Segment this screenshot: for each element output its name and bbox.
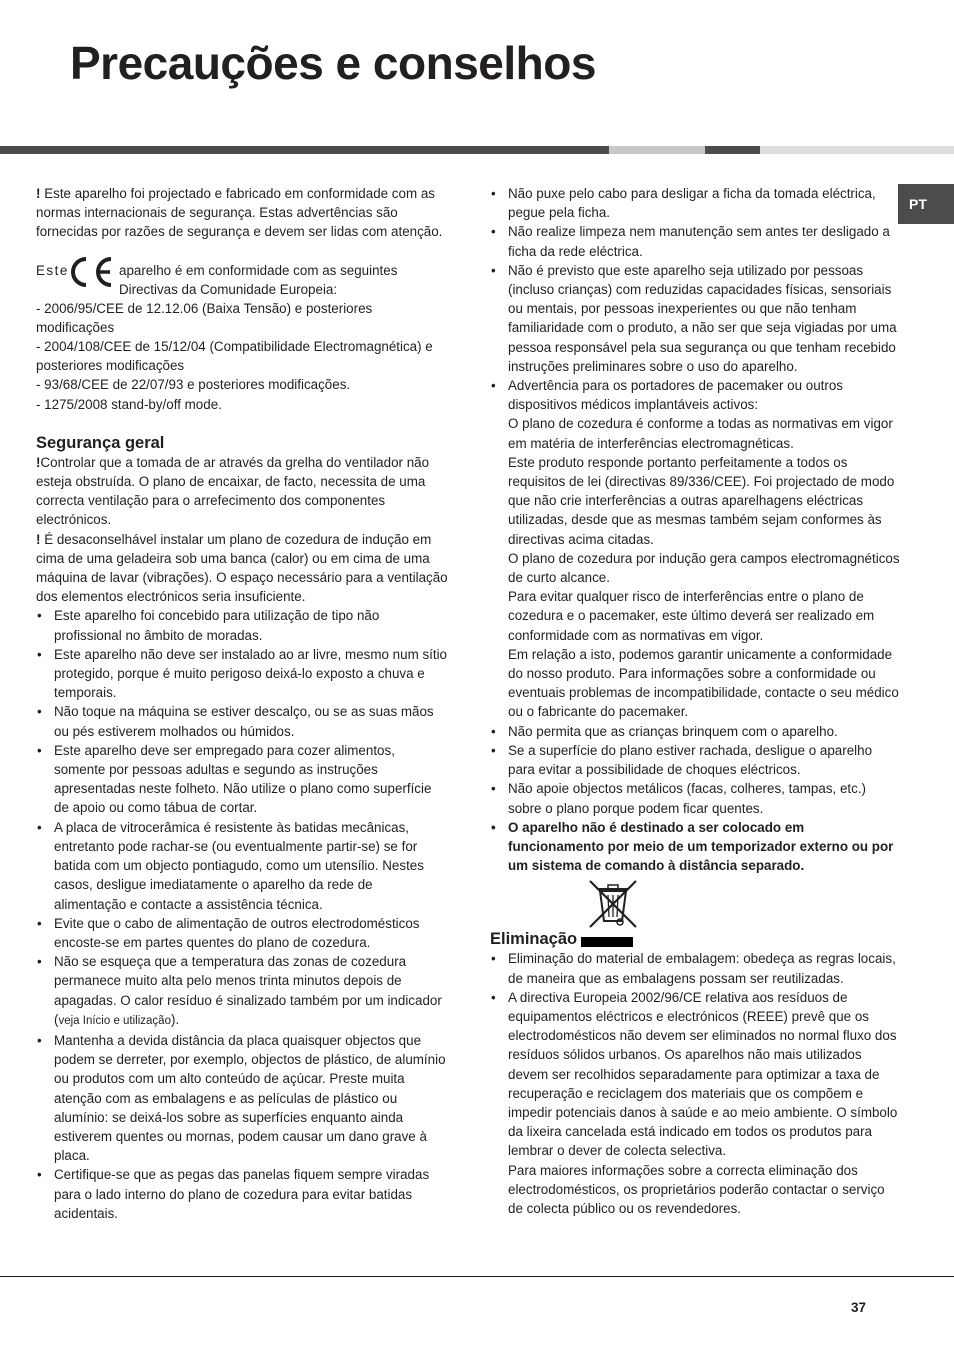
list-item: • A placa de vitrocerâmica é resistente às batidas mecânicas, entretanto pode rachar-se (ou eventualmente partir-se) se for batida com um objecto pontiagudo, como um utensílio. Nestes casos, desligue imediatamente o aparelho da rede de alimentação e contacte a assistência técnica.: [36, 818, 448, 914]
list-item: • O aparelho não é destinado a ser colocado em funcionamento por meio de um temporizador externo ou por um sistema de comando à distância separado.: [490, 818, 902, 876]
cross-reference: veja Início e utilização: [58, 1014, 171, 1027]
page-number: 37: [851, 1300, 867, 1315]
list-item: • Este aparelho deve ser empregado para cozer alimentos, somente por pessoas adultas e segundo as instruções apresentadas neste folheto. Não utilize o plano como superfície de apoio ou como tábua de cortar.: [36, 741, 448, 818]
list-item: • Não toque na máquina se estiver descalço, ou se as suas mãos ou pés estiverem molhados ou húmidos.: [36, 702, 448, 740]
list-item: • Não apoie objectos metálicos (facas, colheres, tampas, etc.) sobre o plano porque podem ficar quentes.: [490, 779, 902, 817]
list-item: • Este aparelho foi concebido para utilização de tipo não profissional no âmbito de moradas.: [36, 606, 448, 644]
header-bar-1: [0, 146, 609, 154]
header-bar-2: [609, 146, 705, 154]
list-item: • Certifique-se que as pegas das panelas fiquem sempre viradas para o lado interno do plano de cozedura para evitar batidas acidentais.: [36, 1165, 448, 1223]
list-item: • Não se esqueça que a temperatura das zonas de cozedura permanece muito alta pelo menos trinta minutos depois de apagadas. O calor resíduo é sinalizado também por um indicador (veja Início e utilização).: [36, 952, 448, 1031]
right-column: [490, 184, 902, 1218]
ce-text: aparelho é em conformidade com as seguintes Directivas da Comunidade Europeia:: [119, 262, 398, 297]
disposal-list: [490, 949, 902, 1218]
weee-symbol: [490, 875, 902, 933]
left-column: [36, 184, 448, 1223]
list-item: • Mantenha a devida distância da placa quaisquer objectos que podem se derreter, por exemplo, objectos de plástico, de alumínio ou produtos com um alto conteúdo de açúcar. Preste muita atenção com as embalagens e as películas de plástico ou alumínio: se deixá-los sobre as superfícies enquanto ainda estiverem quentes ou mornas, podem causar um dano grave à placa.: [36, 1031, 448, 1165]
header-bar-3: [705, 146, 760, 154]
list-item: • Evite que o cabo de alimentação de outros electrodomésticos encoste-se em partes quentes do plano de cozedura.: [36, 914, 448, 952]
crossed-bin-icon: [586, 877, 640, 931]
list-item: • A directiva Europeia 2002/96/CE relativa aos resíduos de equipamentos eléctricos e electrónicos (REEE) prevê que os electrodomésticos não devem ser eliminados no normal fluxo dos resíduos sólidos urbanos. Os aparelhos não mais utilizados devem ser recolhidos separadamente para optimizar a taxa de recuperação e reciclagem dos materiais que os compõem e impedir potenciais danos à saúde e ao meio ambiente. O símbolo da lixeira cancelada está indicado em todos os produtos para lembrar o dever de colecta selectiva. Para maiores informações sobre a correcta eliminação dos electrodomésticos, os proprietários poderão contactar o serviço de colecta público ou os revendedores.: [490, 988, 902, 1218]
list-item: • Este aparelho não deve ser instalado ao ar livre, mesmo num sítio protegido, porque é muito perigoso deixá-lo exposto a chuva e temporais.: [36, 645, 448, 703]
intro-paragraph: ! Este aparelho foi projectado e fabricado em conformidade com as normas internacionais de segurança. Estas advertências são fornecidas por razões de segurança e devem ser lidas com atenção.: [36, 186, 443, 240]
warning-mark: !: [36, 186, 41, 201]
list-item: • Se a superfície do plano estiver rachada, desligue o aparelho para evitar a possibilidade de choques eléctricos.: [490, 741, 902, 779]
eliminacao-heading: Eliminação: [490, 930, 578, 949]
safety-list-right: [490, 184, 902, 875]
footer-rule: [0, 1276, 954, 1277]
safety-list: [36, 606, 448, 1223]
directive-4: - 1275/2008 stand-by/off mode.: [36, 396, 222, 412]
list-item: • Eliminação do material de embalagem: obedeça as regras locais, de maneira que as embalagens possam ser reutilizadas.: [490, 949, 902, 987]
list-item: • Não realize limpeza nem manutenção sem antes ter desligado a ficha da rede eléctrica.: [490, 222, 902, 260]
list-item: • Não permita que as crianças brinquem com o aparelho.: [490, 722, 902, 741]
pacemaker-item: • Advertência para os portadores de pacemaker ou outros dispositivos médicos implantáveis activos: O plano de cozedura é conforme a todas as normativas em vigor em matéria de interferências electromagnéticas. Este produto responde portanto perfeitamente a todos os requisitos de lei (directivas 89/336/CEE). Foi projectado de modo que não crie interferências a outras aparelhagens eléctricas utilizadas, desde que as mesmas também sejam conformes às directivas acima citadas. O plano de cozedura por indução gera campos electromagnéticos de curto alcance. Para evitar qualquer risco de interferências entre o plano de cozedura e o pacemaker, este último deverá ser realizado em conformidade com as normativas em vigor. Em relação a isto, podemos garantir unicamente a conformidade do nosso produto. Para informações sobre a conformidade ou eventuais problemas de incompatibilidade, contacte o seu médico ou o fabricante do pacemaker.: [490, 376, 902, 722]
ce-mark-icon: [66, 255, 116, 294]
page-title: Precauções e conselhos: [70, 37, 596, 89]
list-item: • Não é previsto que este aparelho seja utilizado por pessoas (incluso crianças) com reduzidas capacidades físicas, sensoriais ou mentais, por pessoas inexperientes ou que não tenham familiaridade com o produto, a não ser que seja vigiadas por uma pessoa responsável pela sua segurança ou que tenham recebido instruções preliminares sobre o uso do aparelho.: [490, 261, 902, 376]
directive-1: - 2006/95/CEE de 12.12.06 (Baixa Tensão) e posteriores modificações: [36, 300, 373, 335]
list-item: • Não puxe pelo cabo para desligar a ficha da tomada eléctrica, pegue pela ficha.: [490, 184, 902, 222]
language-tab: PT: [898, 184, 954, 224]
weee-underbar: [581, 937, 633, 947]
directive-2: - 2004/108/CEE de 15/12/04 (Compatibilidade Electromagnética) e posteriores modificações: [36, 339, 433, 374]
warning-installation: ! É desaconselhável instalar um plano de cozedura de indução em cima de uma geladeira sob uma banca (calor) ou em cima de uma máquina de lavar (vibrações). O espaço necessário para a ventilação dos elementos electrónicos seria insuficiente.: [36, 531, 448, 605]
warning-mark: !: [36, 531, 41, 547]
seguranca-heading: Segurança geral: [36, 433, 165, 452]
ce-este-label: Este: [36, 262, 69, 278]
warning-ventilation: !Controlar que a tomada de ar através da grelha do ventilador não esteja obstruída. O plano de encaixar, de facto, necessita de uma correcta ventilação para o arrefecimento dos componentes electrónicos.: [36, 454, 430, 528]
directive-3: - 93/68/CEE de 22/07/93 e posteriores modificações.: [36, 377, 351, 393]
header-bar-4: [760, 146, 954, 154]
warning-mark: !: [36, 454, 41, 470]
ce-block: [36, 261, 448, 299]
